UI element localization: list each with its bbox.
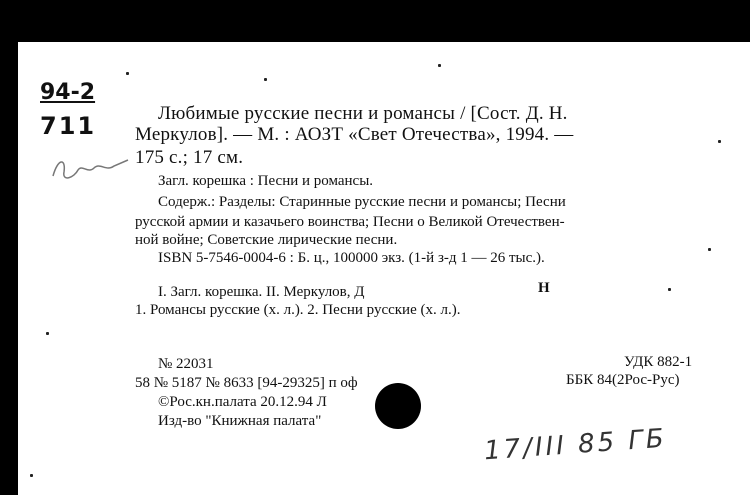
card-number: № 22031: [158, 356, 214, 372]
handwritten-call-number-top: 94-2: [40, 80, 96, 105]
scan-speck: [438, 64, 441, 67]
contents-line-3: ной войне; Советские лирические песни.: [135, 232, 398, 248]
handwritten-call-number-bottom: 711: [40, 112, 97, 140]
publisher-line: Изд-во "Книжная палата": [158, 413, 322, 429]
added-entries-mark: Н: [538, 280, 550, 296]
scan-speck: [264, 78, 267, 81]
spine-title: Загл. корешка : Песни и романсы.: [158, 173, 374, 189]
udk-code: УДК 882-1: [624, 354, 693, 370]
contents-line-1: Содерж.: Разделы: Старинные русские песни и романсы; Песни: [158, 194, 566, 210]
subject-headings: 1. Романсы русские (х. л.). 2. Песни русские (х. л.).: [135, 302, 461, 318]
catalog-card: [18, 42, 750, 495]
scan-speck: [46, 332, 49, 335]
scan-speck: [708, 248, 711, 251]
title-line-1: Любимые русские песни и романсы / [Сост. Д. Н.: [158, 103, 568, 124]
print-line: 58 № 5187 № 8633 [94-29325] п оф: [135, 375, 358, 391]
bbk-code: ББК 84(2Рос-Рус): [566, 372, 680, 388]
scan-speck: [668, 288, 671, 291]
round-stamp: [375, 383, 421, 429]
title-line-2: Меркулов]. — М. : АОЗТ «Свет Отечества», 1994. —: [135, 124, 574, 145]
isbn-line: ISBN 5-7546-0004-6 : Б. ц., 100000 экз. (1-й з-д 1 — 26 тыс.).: [158, 250, 545, 266]
added-entries: I. Загл. корешка. II. Меркулов, Д: [158, 284, 365, 300]
copyright-line: ©Рос.кн.палата 20.12.94 Л: [158, 394, 327, 410]
margin-scribble: [48, 148, 138, 188]
title-line-3: 175 с.; 17 см.: [135, 147, 244, 168]
scan-speck: [718, 140, 721, 143]
handwritten-bottom-note: 17/III 85 ГБ: [483, 423, 668, 467]
scan-speck: [30, 474, 33, 477]
scan-speck: [126, 72, 129, 75]
contents-line-2: русской армии и казачьего воинства; Песни о Великой Отечествен-: [135, 214, 565, 230]
